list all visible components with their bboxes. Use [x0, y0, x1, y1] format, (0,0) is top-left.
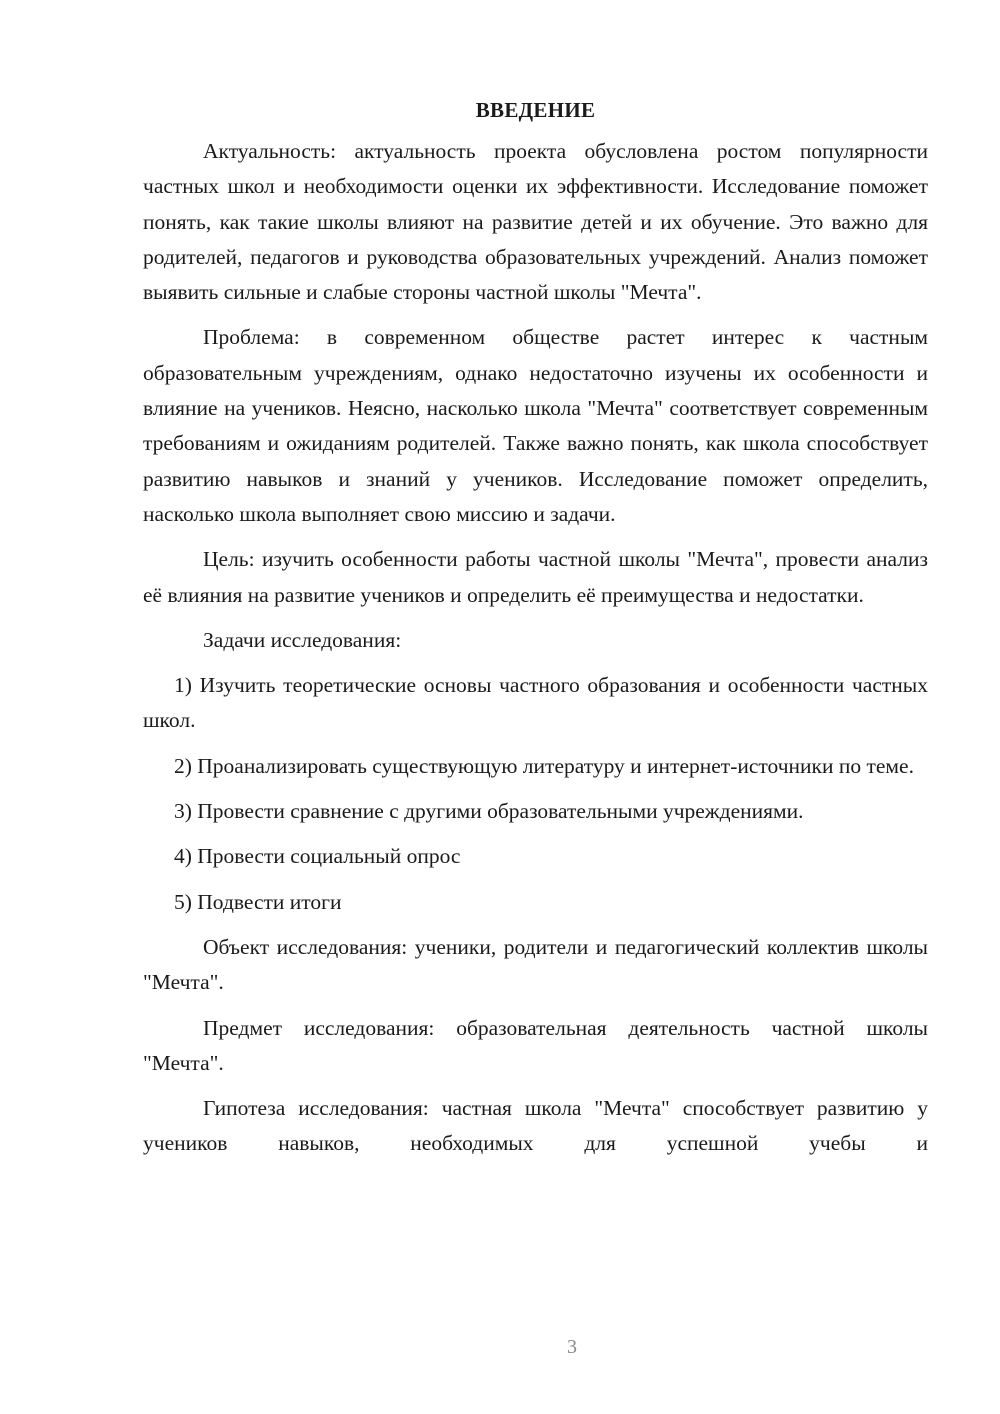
problem-paragraph: Проблема: в современном обществе растет интерес к частным образовательным учреждениям, однако недостаточно изучены их особенности и влияние на учеников. Неясно, насколько школа "Мечта" соответствует современным требованиям и ожиданиям родителей. Также важно понять, как школа способствует развитию навыков и знаний у учеников. Исследование поможет определить, насколько школа выполняет свою миссию и задачи. — [143, 325, 928, 526]
list-item: 3) Провести сравнение с другими образовательными учреждениями. — [174, 799, 804, 824]
page-number-label: 3 — [567, 1336, 577, 1358]
tasks-list — [143, 668, 928, 920]
object-paragraph: Объект исследования: ученики, родители и педагогический коллектив школы "Мечта". — [143, 934, 928, 995]
section-heading: ВВЕДЕНИЕ — [475, 98, 596, 122]
goal-paragraph: Цель: изучить особенности работы частной школы "Мечта", провести анализ её влияния на развитие учеников и определить её преимущества и недостатки. — [143, 547, 928, 607]
tasks-intro: Задачи исследования: — [203, 627, 402, 652]
list-item: 4) Провести социальный опрос — [174, 844, 461, 869]
list-item: 5) Подвести итоги — [174, 889, 342, 914]
page-number — [72, 1336, 1000, 1359]
relevance-paragraph: Актуальность: актуальность проекта обусловлена ростом популярности частных школ и необходимости оценки их эффективности. Исследование поможет понять, как такие школы влияют на развитие детей и их обучение. Это важно для родителей, педагогов и руководства образовательных учреждений. Анализ поможет выявить сильные и слабые стороны частной школы "Мечта". — [143, 139, 928, 305]
hypothesis-paragraph: Гипотеза исследования: частная школа "Мечта" способствует развитию у учеников навыков, необходимых для успешной учебы и — [143, 1096, 928, 1156]
subject-paragraph: Предмет исследования: образовательная деятельность частной школы "Мечта". — [143, 1015, 928, 1075]
list-item: 1) Изучить теоретические основы частного образования и особенности частных школ. — [143, 673, 928, 733]
page-body — [143, 93, 928, 1172]
list-item: 2) Проанализировать существующую литературу и интернет-источники по теме. — [174, 753, 914, 778]
